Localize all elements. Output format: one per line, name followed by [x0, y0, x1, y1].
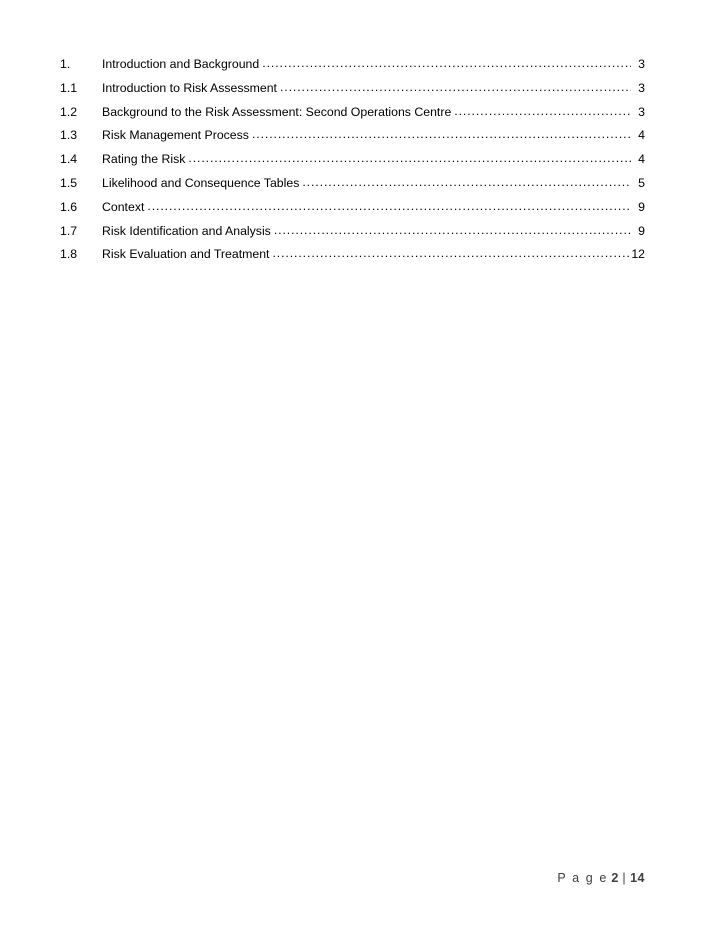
- toc-leader-dots: [252, 128, 631, 140]
- toc-entry-title: Risk Evaluation and Treatment: [102, 247, 270, 262]
- toc-entry[interactable]: [60, 225, 645, 237]
- toc-entry-number: 1.5: [60, 175, 78, 190]
- toc-entry[interactable]: [60, 106, 645, 118]
- toc-entry-page: 9: [638, 199, 645, 214]
- toc-leader-dots: [274, 224, 631, 236]
- footer-total-pages: 14: [630, 871, 645, 885]
- toc-entry-page: 3: [638, 80, 645, 95]
- toc-entry-number: 1.6: [60, 199, 78, 214]
- toc-entry[interactable]: [60, 129, 645, 141]
- toc-entry[interactable]: [60, 58, 645, 70]
- toc-entry-title: Context: [102, 199, 145, 214]
- toc-entry[interactable]: [60, 82, 645, 94]
- toc-entry-title: Introduction to Risk Assessment: [102, 80, 277, 95]
- page-footer: [0, 871, 645, 885]
- table-of-contents: [60, 58, 645, 272]
- toc-entry-number: 1.2: [60, 104, 78, 119]
- footer-separator: |: [622, 871, 627, 885]
- footer-page-word: P a g e: [557, 871, 608, 885]
- toc-entry-page: 5: [638, 175, 645, 190]
- toc-entry[interactable]: [60, 153, 645, 165]
- toc-leader-dots: [147, 200, 631, 212]
- toc-entry-page: 3: [638, 104, 645, 119]
- toc-entry[interactable]: [60, 248, 645, 260]
- toc-leader-dots: [272, 247, 631, 259]
- toc-leader-dots: [280, 81, 631, 93]
- toc-entry-number: 1.8: [60, 247, 78, 262]
- footer-current-page: 2: [611, 871, 619, 885]
- toc-entry-page: 4: [638, 128, 645, 143]
- toc-entry-title: Rating the Risk: [102, 152, 186, 167]
- toc-entry-title: Introduction and Background: [102, 57, 260, 71]
- toc-entry-page: 3: [638, 57, 645, 71]
- toc-entry-number: 1.: [60, 57, 71, 71]
- toc-entry[interactable]: [60, 201, 645, 213]
- toc-entry-title: Risk Identification and Analysis: [102, 223, 271, 238]
- toc-entry-number: 1.3: [60, 128, 78, 143]
- toc-leader-dots: [188, 152, 631, 164]
- toc-leader-dots: [302, 176, 631, 188]
- toc-leader-dots: [454, 105, 631, 117]
- toc-entry[interactable]: [60, 177, 645, 189]
- toc-entry-number: 1.1: [60, 80, 78, 95]
- toc-leader-dots: [262, 57, 631, 69]
- toc-entry-title: Risk Management Process: [102, 128, 249, 143]
- toc-entry-page: 9: [638, 223, 645, 238]
- toc-entry-number: 1.4: [60, 152, 78, 167]
- toc-entry-number: 1.7: [60, 223, 78, 238]
- toc-entry-page: 4: [638, 152, 645, 167]
- toc-entry-page: 12: [631, 247, 645, 262]
- toc-entry-title: Likelihood and Consequence Tables: [102, 175, 300, 190]
- toc-entry-title: Background to the Risk Assessment: Second Operations Centre: [102, 104, 452, 119]
